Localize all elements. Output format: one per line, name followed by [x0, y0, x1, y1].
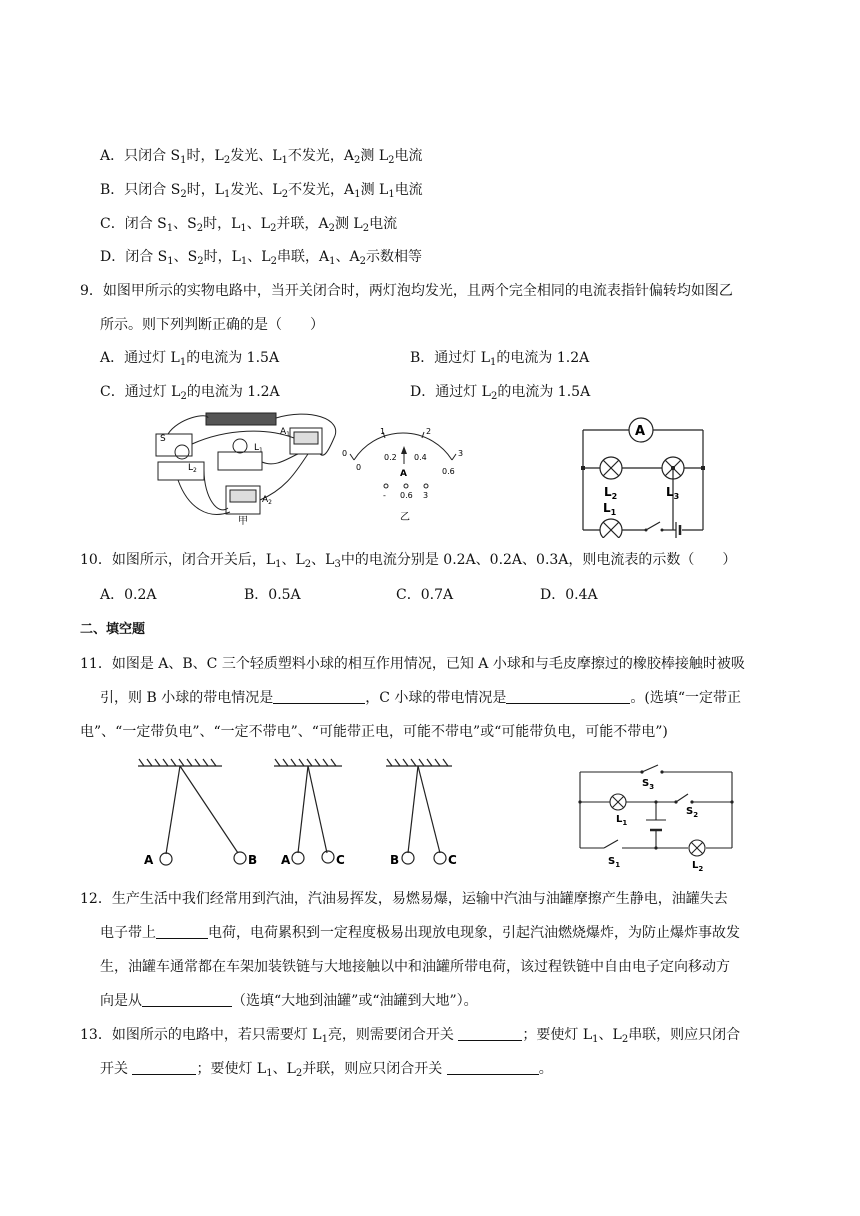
subscript: 1	[329, 256, 336, 267]
q8-option-a: A．只闭合 $S_1$时，$L_2$发光、$L_1$不发光，$A_2$测 $L_2$电流	[100, 148, 423, 166]
subscript: 2	[295, 1068, 303, 1079]
subscript: 2	[388, 155, 395, 166]
subscript: 1	[240, 256, 248, 267]
subscript: 2	[281, 189, 289, 200]
q12-stem-line4: 向是从 （选填“大地到油罐”或“油罐到大地”）。	[100, 993, 478, 1009]
q9-option-b: B．通过灯 $L_1$的电流为 1.2A	[410, 350, 590, 368]
dial-unit: A	[400, 469, 407, 479]
q10-option-b: B．0.5A	[244, 587, 301, 603]
jia-l1-label: $L_1$	[254, 443, 263, 454]
dial-top-tick-2: 2	[426, 427, 432, 436]
subscript: 1	[224, 189, 231, 200]
jia-a2-label: $A_2$	[262, 495, 272, 506]
jia-switch-label: S	[160, 434, 166, 444]
dial-bottom-tick-0: 0	[356, 463, 362, 472]
figure-q10-circuit	[576, 414, 712, 538]
subscript: 1	[266, 1068, 273, 1079]
section-title-fill-blank: 二、填空题	[80, 622, 146, 637]
subscript: 2	[359, 256, 366, 267]
q13-blank-2	[132, 1060, 196, 1075]
subscript: 1	[388, 189, 395, 200]
dial-bottom-tick-04: 0.4	[414, 453, 427, 462]
q12-blank-2	[142, 992, 232, 1007]
terminal-3: 3	[423, 491, 429, 500]
q10-stem: 10．如图所示，闭合开关后，$L_1$、$L_2$、$L_3$中的电流分别是 0.2A、0.2A、0.3A，则电流表的示数（ ）	[80, 552, 737, 570]
subscript: 3	[334, 559, 341, 570]
subscript: 1	[275, 559, 282, 570]
q13-s2-label: $S_2$	[686, 806, 699, 819]
subscript: 1	[240, 223, 247, 234]
jia-l2-label: $L_2$	[188, 463, 197, 474]
subscript: 2	[304, 559, 312, 570]
q13-blank-1	[458, 1026, 522, 1041]
q11-blank-c	[506, 689, 630, 704]
q10-option-c: C．0.7A	[396, 587, 454, 603]
figure-yi-ammeter-dial	[340, 420, 470, 524]
q11-blank-b	[273, 689, 365, 704]
subscript: 2	[180, 189, 187, 200]
subscript: 2	[180, 391, 187, 402]
subscript: 1	[281, 155, 288, 166]
q9-option-a: A．通过灯 $L_1$的电流为 1.5A	[100, 350, 280, 368]
subscript: 2	[270, 223, 277, 234]
q9-option-d: D．通过灯 $L_2$的电流为 1.5A	[410, 384, 591, 402]
subscript: 1	[592, 1034, 599, 1045]
q10-option-a: A．0.2A	[100, 587, 157, 603]
ball-c-label-3: C	[448, 853, 457, 867]
q13-blank-3	[447, 1060, 539, 1075]
q10-l3-label: $L_3$	[666, 485, 680, 501]
ball-b-label-1: B	[248, 853, 258, 867]
q11-stem-line3: 电”、“一定带负电”、“一定不带电”、“可能带正电，可能不带电”或“可能带负电，可能不带电”)	[80, 724, 668, 740]
ball-c-label-2: C	[336, 853, 345, 867]
q10-l1-label: $L_1$	[603, 501, 617, 517]
q12-stem-line2: 电子带上 电荷，电荷累积到一定程度极易出现放电现象，引起汽油燃烧爆炸，为防止爆炸事故发	[100, 925, 740, 941]
yi-caption: 乙	[400, 512, 410, 523]
q9-stem-line1: 9．如图甲所示的实物电路中，当开关闭合时，两灯泡均发光，且两个完全相同的电流表指针偏转均如图乙	[80, 283, 733, 299]
subscript: 1	[167, 256, 174, 267]
terminal-minus: -	[383, 491, 386, 500]
subscript: 1	[490, 357, 497, 368]
subscript: 2	[354, 155, 361, 166]
ball-a-label-2: A	[281, 853, 291, 867]
q11-stem-line1: 11．如图是 A、B、C 三个轻质塑料小球的相互作用情况，已知 A 小球和与毛皮摩擦过的橡胶棒接触时被吸	[80, 656, 745, 672]
q13-s3-label: $S_3$	[642, 778, 655, 791]
q10-option-d: D．0.4A	[540, 587, 598, 603]
q10-l2-label: $L_2$	[604, 485, 618, 501]
terminal-06: 0.6	[400, 491, 413, 500]
subscript: 2	[362, 223, 370, 234]
subscript: 1	[179, 357, 187, 368]
subscript: 2	[197, 256, 204, 267]
q8-option-c: C．闭合 $S_1$、$S_2$时，$L_1$、$L_2$并联，$A_2$测 $L_2$电流	[100, 216, 398, 234]
ball-b-label-3: B	[390, 853, 400, 867]
subscript: 1	[180, 155, 187, 166]
subscript: 2	[621, 1034, 629, 1045]
jia-a1-label: $A_1$	[280, 427, 290, 438]
figure-q11-hanging-balls	[138, 756, 468, 870]
q13-l2-label: $L_2$	[692, 860, 704, 873]
ball-a-label-1: A	[144, 853, 154, 867]
q13-stem-line2: 开关 ；要使灯 $L_1$、$L_2$并联，则应只闭合开关 。	[100, 1061, 553, 1079]
figure-q13-circuit	[574, 758, 740, 874]
q8-option-d: D．闭合 $S_1$、$S_2$时，$L_1$、$L_2$串联，$A_1$、$A_2$示数相等	[100, 249, 422, 267]
q13-stem-line1: 13．如图所示的电路中，若只需要灯 $L_1$亮，则需要闭合开关 ；要使灯 $L_1$、$L_2$串联，则应只闭合	[80, 1027, 741, 1045]
q12-blank-1	[156, 924, 208, 939]
dial-bottom-tick-06: 0.6	[442, 467, 455, 476]
dial-top-tick-0: 0	[342, 449, 348, 458]
q12-stem-line1: 12．生产生活中我们经常用到汽油，汽油易挥发，易燃易爆，运输中汽油与油罐摩擦产生静电，油罐失去	[80, 891, 728, 907]
q10-ammeter-label: A	[635, 424, 646, 439]
q12-stem-line3: 生，油罐车通常都在车架加装铁链与大地接触以中和油罐所带电荷，该过程铁链中自由电子定向移动方	[100, 959, 730, 975]
q8-option-b: B．只闭合 $S_2$时，$L_1$发光、$L_2$不发光，$A_1$测 $L_1$电流	[100, 182, 423, 200]
subscript: 1	[321, 1034, 328, 1045]
subscript: 2	[196, 223, 204, 234]
dial-bottom-tick-02: 0.2	[384, 453, 397, 462]
subscript: 2	[328, 223, 335, 234]
q13-s1-label: $S_1$	[608, 856, 621, 869]
subscript: 2	[490, 391, 498, 402]
q9-stem-line2: 所示。则下列判断正确的是（ ）	[100, 317, 324, 333]
subscript: 1	[166, 223, 174, 234]
subscript: 2	[270, 256, 277, 267]
figure-jia-real-circuit	[148, 408, 348, 526]
subscript: 2	[223, 155, 231, 166]
jia-caption: 甲	[238, 516, 248, 526]
q11-stem-line2: 引，则 B 小球的带电情况是 ，C 小球的带电情况是 。(选填“一定带正	[100, 690, 741, 706]
q13-l1-label: $L_1$	[616, 814, 628, 827]
subscript: 1	[354, 189, 361, 200]
dial-top-tick-3: 3	[458, 449, 464, 458]
dial-top-tick-1: 1	[380, 427, 386, 436]
q9-option-c: C．通过灯 $L_2$的电流为 1.2A	[100, 384, 280, 402]
